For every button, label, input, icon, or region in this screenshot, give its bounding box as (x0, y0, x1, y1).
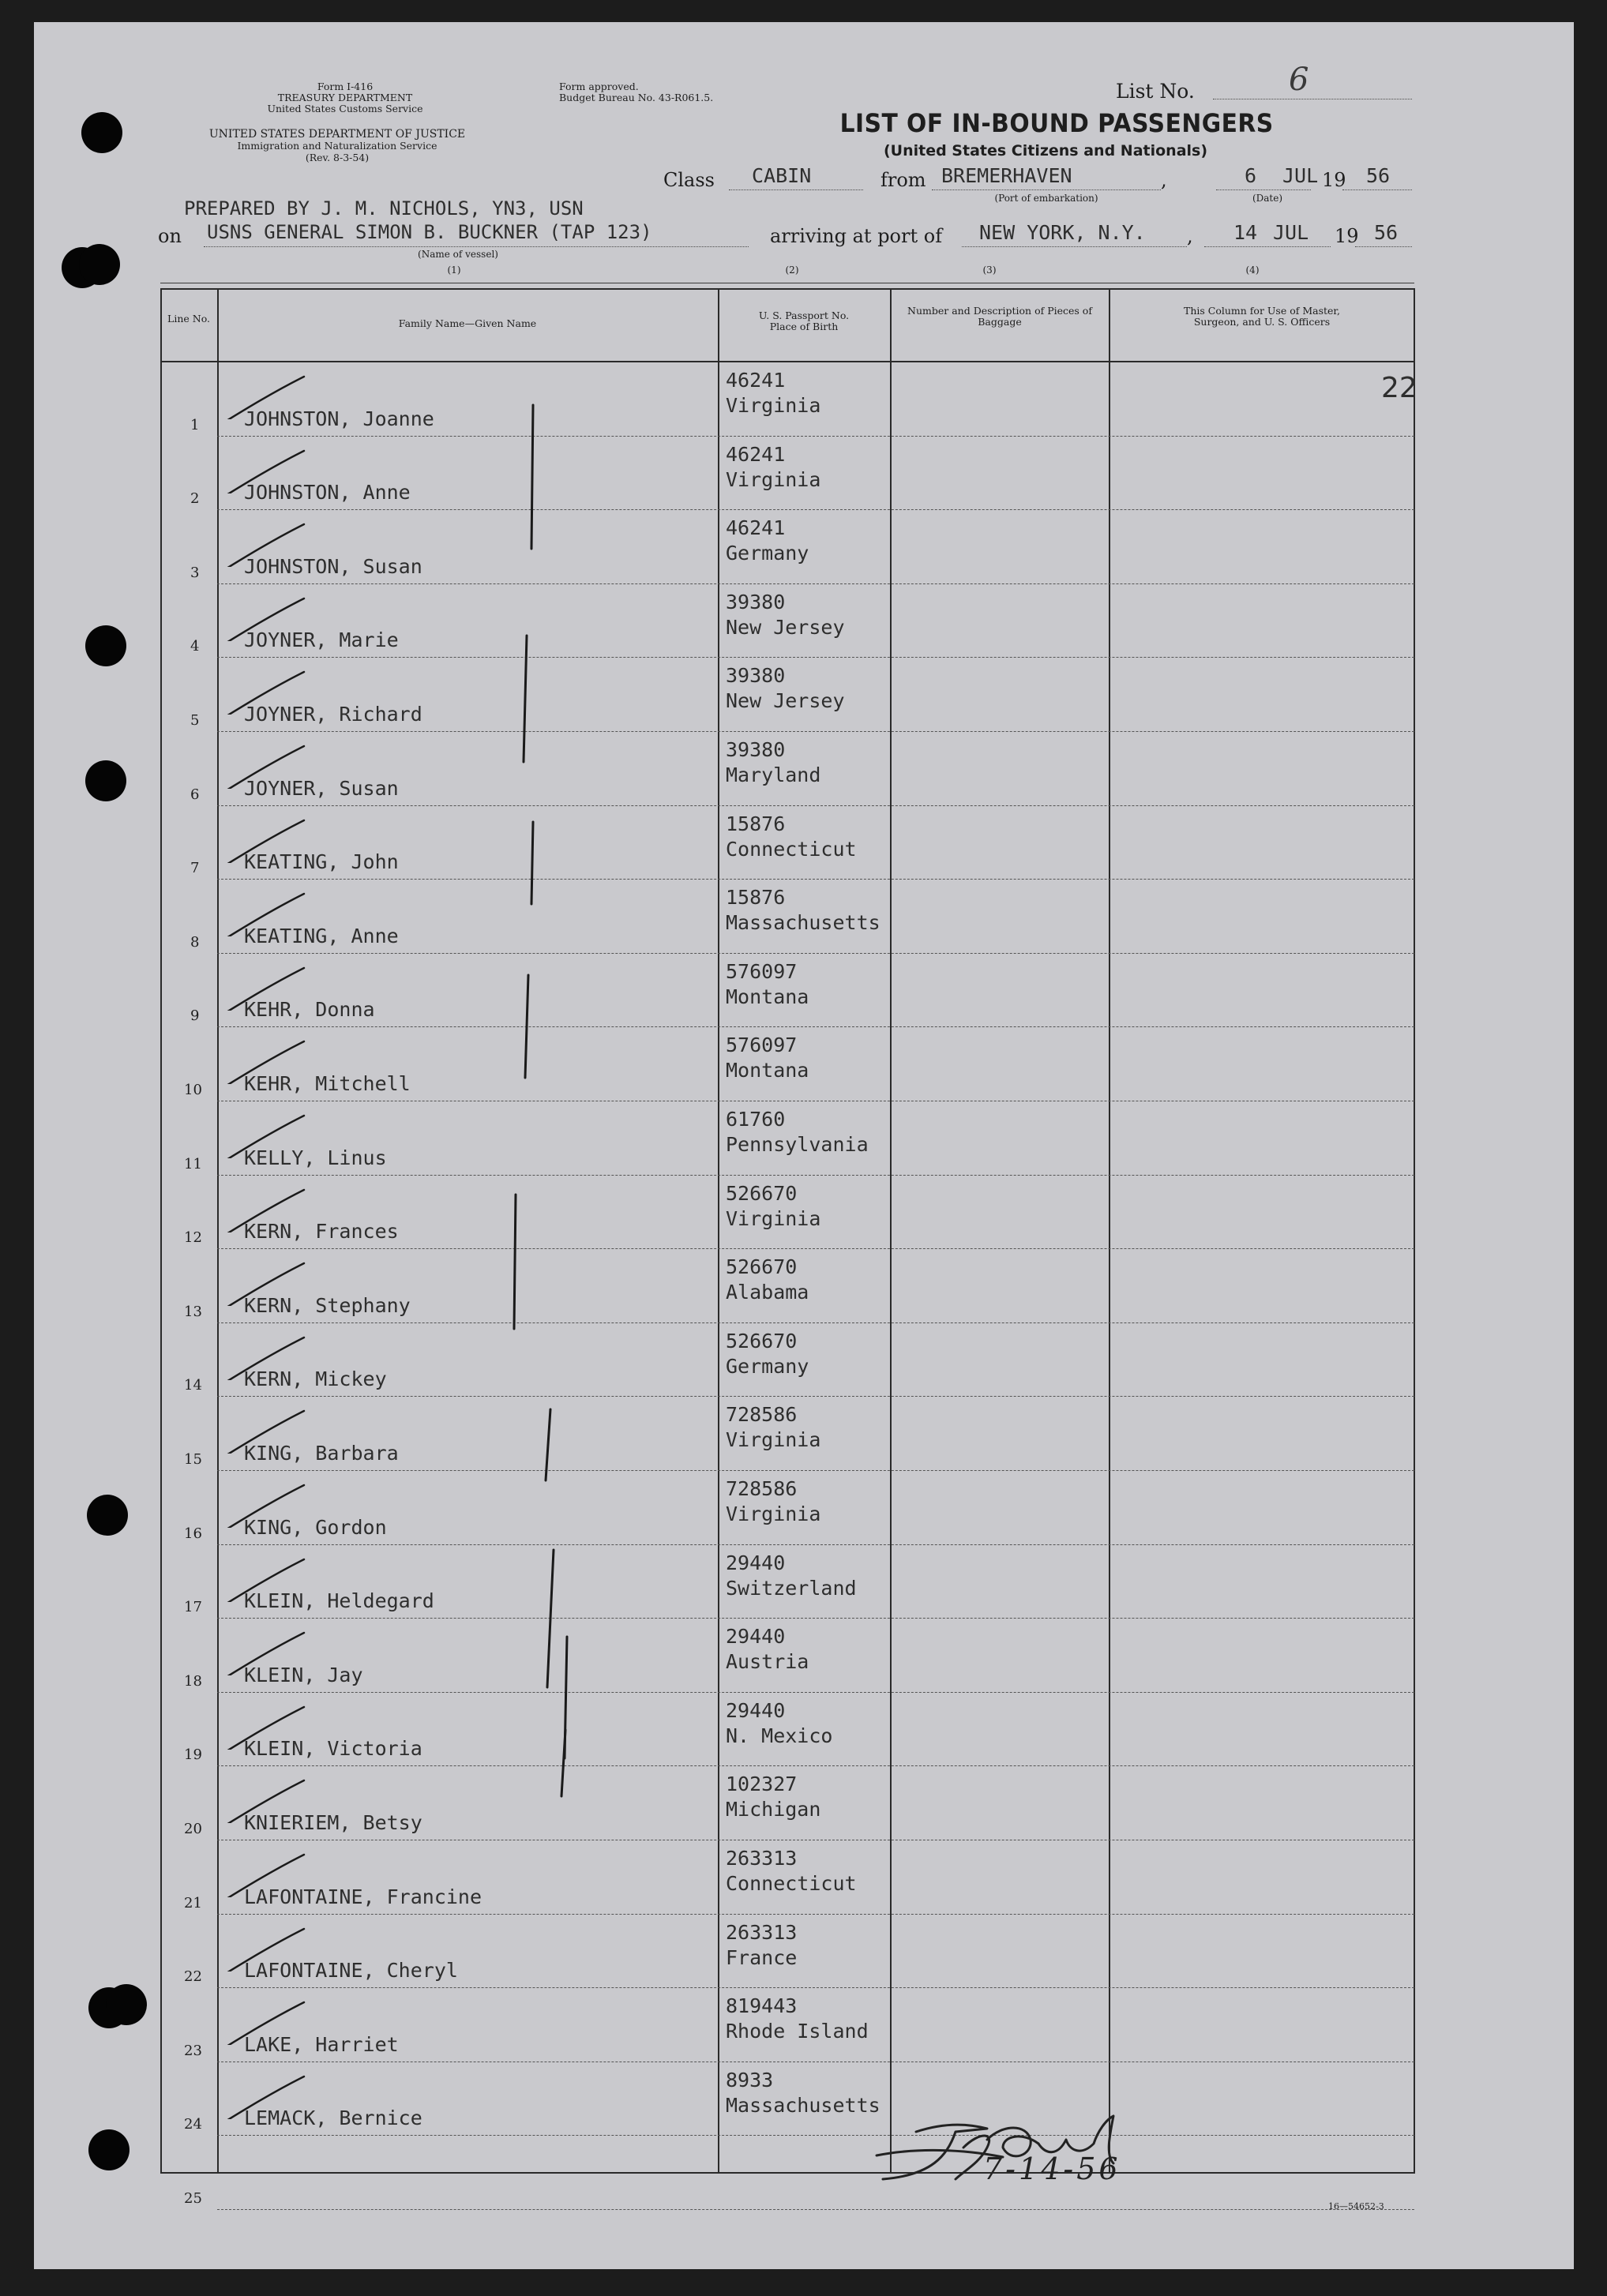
place-of-birth: Austria (726, 1650, 809, 1674)
passenger-name: KERN, Stephany (244, 1293, 411, 1317)
justice-dept: UNITED STATES DEPARTMENT OF JUSTICE (208, 128, 466, 141)
line-number: 5 (190, 711, 200, 729)
binder-hole (62, 247, 103, 288)
treasury-dept: TREASURY DEPARTMENT (277, 92, 413, 103)
binder-hole (85, 625, 126, 666)
line-number: 8 (190, 933, 200, 951)
line-number: 15 (184, 1450, 202, 1468)
line-number: 25 (184, 2189, 202, 2207)
passport-number: 29440 (726, 1551, 786, 1574)
family-group-marks (160, 288, 1414, 2174)
col-caption-2: (2) (785, 264, 799, 276)
arrival-day: 14 (1233, 221, 1258, 244)
line-number: 3 (190, 564, 200, 581)
col-caption-3: (3) (982, 264, 997, 276)
binder-hole (88, 2129, 130, 2170)
passport-number: 728586 (726, 1477, 798, 1500)
place-of-birth: New Jersey (726, 615, 845, 639)
prepared-by: PREPARED BY J. M. NICHOLS, YN3, USN (184, 197, 584, 219)
passenger-name: LAFONTAINE, Francine (244, 1885, 482, 1908)
passport-number: 29440 (726, 1698, 786, 1722)
place-of-birth: Pennsylvania (726, 1133, 869, 1156)
line-number: 2 (190, 490, 200, 508)
line-number: 9 (190, 1007, 200, 1025)
line-number: 14 (184, 1377, 202, 1394)
passport-number: 526670 (726, 1255, 798, 1279)
passport-number: 39380 (726, 590, 786, 613)
date-caption: (Date) (1252, 193, 1283, 204)
list-no-label: List No. (1116, 80, 1195, 103)
passport-number: 61760 (726, 1108, 786, 1131)
passenger-name: KERN, Frances (244, 1220, 399, 1244)
passport-number: 39380 (726, 664, 786, 688)
place-of-birth: Maryland (726, 763, 821, 786)
passport-number: 263313 (726, 1920, 798, 1944)
passenger-name: KNIERIEM, Betsy (244, 1810, 422, 1834)
col-caption-1: (1) (447, 264, 461, 276)
passenger-name: KEATING, John (244, 850, 399, 874)
passenger-name: JOHNSTON, Joanne (244, 407, 434, 430)
arrival-year-prefix: 19 (1335, 225, 1359, 247)
embarkation-port: BREMERHAVEN (941, 164, 1072, 187)
comma: , (1161, 169, 1167, 191)
passport-number: 39380 (726, 738, 786, 761)
place-of-birth: New Jersey (726, 689, 845, 713)
passenger-name: KEHR, Donna (244, 998, 375, 1022)
passenger-name: KEHR, Mitchell (244, 1071, 411, 1095)
list-no-value: 6 (1289, 62, 1309, 98)
passenger-name: KELLY, Linus (244, 1146, 387, 1169)
line-number: 10 (184, 1081, 202, 1098)
place-of-birth: Massachusetts (726, 2093, 880, 2117)
passport-number: 819443 (726, 1994, 798, 2018)
class-value: CABIN (752, 164, 812, 187)
arriving-label: arriving at port of (770, 225, 943, 247)
place-of-birth: France (726, 1945, 798, 1969)
passport-number: 46241 (726, 516, 786, 540)
departure-month: JUL (1282, 164, 1319, 187)
arrival-month: JUL (1273, 221, 1309, 244)
line-number: 1 (190, 416, 200, 433)
line-number: 12 (184, 1229, 202, 1247)
place-of-birth: Virginia (726, 467, 821, 491)
baggage-header: Number and Description of Pieces of Baggage (907, 305, 1092, 328)
place-of-birth: N. Mexico (726, 1724, 833, 1747)
place-of-birth: Connecticut (726, 1872, 857, 1895)
line-no-header: Line No. (167, 313, 210, 325)
passport-number: 15876 (726, 886, 786, 910)
vessel-name: USNS GENERAL SIMON B. BUCKNER (TAP 123) (207, 221, 652, 243)
passport-number: 526670 (726, 1329, 798, 1352)
passport-number: 8933 (726, 2068, 774, 2092)
budget-bureau: Budget Bureau No. 43-R061.5. (559, 92, 714, 103)
name-header: Family Name—Given Name (398, 317, 537, 329)
binder-hole (88, 1987, 130, 2028)
binder-hole (81, 112, 122, 153)
ins-service: Immigration and Naturalization Service (237, 140, 437, 152)
line-number: 13 (184, 1303, 202, 1320)
passenger-name: KLEIN, Jay (244, 1663, 363, 1686)
line-number: 21 (184, 1894, 202, 1911)
line-number: 23 (184, 2042, 202, 2059)
binder-hole (85, 760, 126, 801)
passenger-name: JOYNER, Richard (244, 702, 422, 726)
passenger-name: KEATING, Anne (244, 924, 399, 947)
passenger-name: LEMACK, Bernice (244, 2107, 422, 2130)
passenger-name: JOHNSTON, Susan (244, 554, 422, 578)
customs-service: United States Customs Service (267, 103, 423, 114)
passenger-name: KING, Barbara (244, 1441, 399, 1465)
page-title: LIST OF IN-BOUND PASSENGERS (839, 108, 1274, 138)
place-of-birth: Rhode Island (726, 2020, 869, 2043)
line-number: 7 (190, 860, 200, 877)
passport-number: 263313 (726, 1847, 798, 1870)
place-of-birth: Germany (726, 542, 809, 565)
arrival-port: NEW YORK, N.Y. (979, 221, 1146, 244)
comma: , (1187, 225, 1193, 247)
place-of-birth: Germany (726, 1354, 809, 1378)
passenger-name: KING, Gordon (244, 1515, 387, 1539)
on-label: on (158, 225, 182, 247)
passenger-name: KERN, Mickey (244, 1367, 387, 1391)
place-of-birth: Alabama (726, 1281, 809, 1304)
passenger-name: JOYNER, Susan (244, 776, 399, 800)
passport-number: 15876 (726, 812, 786, 835)
passenger-name: JOHNSTON, Anne (244, 481, 411, 505)
place-of-birth: Michigan (726, 1798, 821, 1821)
officer-note: 22 (1381, 372, 1417, 404)
passport-number: 576097 (726, 959, 798, 983)
line-number: 4 (190, 638, 200, 655)
place-of-birth: Montana (726, 1059, 809, 1082)
departure-day: 6 (1245, 164, 1257, 187)
class-label: Class (663, 169, 715, 191)
line-number: 22 (184, 1968, 202, 1986)
place-of-birth: Virginia (726, 1206, 821, 1230)
passenger-name: LAKE, Harriet (244, 2032, 399, 2056)
place-of-birth: Montana (726, 985, 809, 1008)
line-number: 11 (184, 1155, 202, 1172)
place-of-birth: Massachusetts (726, 911, 880, 935)
revision: (Rev. 8-3-54) (305, 152, 370, 163)
line-number: 6 (190, 786, 200, 803)
signature-date: 7-14-56 (983, 2152, 1121, 2186)
line-number: 19 (184, 1746, 202, 1764)
arrival-year: 56 (1374, 221, 1399, 244)
officers-header: This Column for Use of Master, Surgeon, and U. S. Officers (1184, 305, 1340, 328)
passport-number: 46241 (726, 442, 786, 466)
departure-year-prefix: 19 (1322, 169, 1346, 191)
line-number: 18 (184, 1672, 202, 1690)
place-of-birth: Virginia (726, 1428, 821, 1452)
from-label: from (880, 169, 926, 191)
passport-number: 46241 (726, 369, 786, 392)
embarkation-caption: (Port of embarkation) (994, 193, 1098, 204)
place-of-birth: Connecticut (726, 837, 857, 861)
passport-number: 526670 (726, 1181, 798, 1205)
passenger-name: KLEIN, Heldegard (244, 1589, 434, 1613)
line-number: 20 (184, 1820, 202, 1837)
passenger-name: JOYNER, Marie (244, 628, 399, 652)
passport-number: 728586 (726, 1403, 798, 1427)
passenger-name: LAFONTAINE, Cheryl (244, 1959, 458, 1983)
line-number: 16 (184, 1525, 202, 1542)
departure-year: 56 (1366, 164, 1391, 187)
page-subtitle: (United States Citizens and Nationals) (883, 142, 1208, 159)
line-number: 17 (184, 1599, 202, 1616)
place-of-birth: Virginia (726, 1503, 821, 1525)
passport-header: U. S. Passport No. Place of Birth (758, 310, 850, 332)
form-id: Form I-416 (317, 81, 374, 92)
passport-number: 576097 (726, 1034, 798, 1057)
vessel-caption: (Name of vessel) (418, 249, 498, 260)
line-number: 24 (184, 2116, 202, 2133)
passenger-name: KLEIN, Victoria (244, 1737, 422, 1761)
binder-hole (87, 1495, 128, 1536)
print-code: 16—54652-3 (1328, 2201, 1384, 2212)
place-of-birth: Virginia (726, 394, 821, 417)
col-caption-4: (4) (1245, 264, 1260, 276)
passport-number: 29440 (726, 1625, 786, 1649)
form-approved: Form approved. (559, 81, 639, 92)
place-of-birth: Switzerland (726, 1576, 857, 1600)
passport-number: 102327 (726, 1773, 798, 1796)
